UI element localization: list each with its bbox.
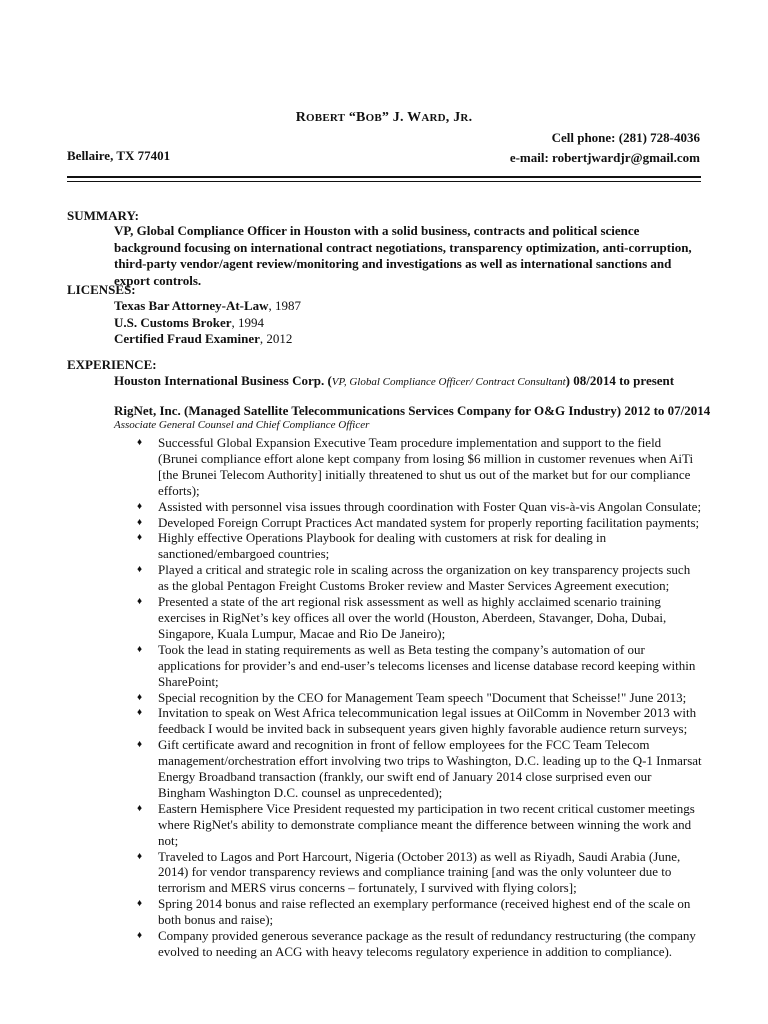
job1-line xyxy=(114,373,714,391)
diamond-bullet-icon: ♦ xyxy=(137,707,143,719)
list-item xyxy=(137,896,702,928)
license-year: , 2012 xyxy=(259,331,293,346)
license-name: Texas Bar Attorney-At-Law xyxy=(114,298,269,313)
name-part: ARD xyxy=(421,112,446,124)
header-rule-thick xyxy=(67,176,701,178)
license-item xyxy=(114,298,704,315)
location: Bellaire, TX 77401 xyxy=(67,148,171,163)
list-item xyxy=(137,642,702,690)
bullet-text: Special recognition by the CEO for Management Team speech "Document that Scheisse!" June 2013; xyxy=(158,689,687,705)
list-item xyxy=(137,530,702,562)
job2-company: RigNet, Inc. (Managed Satellite Telecommunications Services Company for O&G Industry) 2012 to 07/2014 xyxy=(114,403,711,418)
bullet-text: Successful Global Expansion Executive Team procedure implementation and support to the field (Brunei compliance effort alone kept company from losing $6 million in customer revenues when AiTi [the Brunei Telecom Authority] initially threatened to shut us out of the market but for our compliance efforts); xyxy=(158,435,694,498)
licenses-heading: LICENSES: xyxy=(67,282,136,297)
name-part: . xyxy=(468,110,473,125)
license-name: Certified Fraud Examiner xyxy=(114,331,260,346)
candidate-name xyxy=(0,110,768,126)
contact-block xyxy=(510,128,700,168)
diamond-bullet-icon: ♦ xyxy=(137,500,143,512)
bullet-text: Spring 2014 bonus and raise reflected an exemplary performance (received highest end of the scale on both bonus and raise); xyxy=(158,896,691,928)
bullet-text: Highly effective Operations Playbook for dealing with customers at risk for dealing in sanctioned/embargoed countries; xyxy=(158,530,607,562)
diamond-bullet-icon: ♦ xyxy=(137,691,143,703)
list-item xyxy=(137,737,702,801)
diamond-bullet-icon: ♦ xyxy=(137,643,143,655)
name-part: R xyxy=(295,110,307,125)
list-item xyxy=(137,499,702,515)
job1-company: Houston International Business Corp. ( xyxy=(114,373,332,388)
name-part: ” J. W xyxy=(381,110,422,125)
job1-title: VP, Global Compliance Officer/ Contract Consultant xyxy=(331,376,566,388)
header-rule-thin xyxy=(67,181,701,182)
name-part: “B xyxy=(345,110,366,125)
name-part: , J xyxy=(445,110,461,125)
bullet-text: Invitation to speak on West Africa telecommunication legal issues at OilComm in November 2013 with feedback I would be invited back in subsequent years given highly favorable audience return surveys; xyxy=(158,705,697,737)
diamond-bullet-icon: ♦ xyxy=(137,596,143,608)
list-item xyxy=(137,849,702,897)
job2-bullet-list xyxy=(137,435,702,960)
list-item xyxy=(137,562,702,594)
diamond-bullet-icon: ♦ xyxy=(137,437,143,448)
bullet-text: Assisted with personnel visa issues through coordination with Foster Quan vis-à-vis Angolan Consulate; xyxy=(158,498,702,514)
bullet-text: Gift certificate award and recognition in front of fellow employees for the FCC Team Telecom management/orchestration effort involving two trips to Washington, D.C. leading up to the Q-1 Inmarsat Energy Broadband transaction (frankly, our swift end of January 2014 close surprised even our Bingham Washington D.C. counsel as unprecedented); xyxy=(158,737,702,800)
phone-number: Cell phone: (281) 728-4036 xyxy=(551,130,700,145)
bullet-text: Developed Foreign Corrupt Practices Act mandated system for properly reporting facilitation payments; xyxy=(158,514,700,530)
bullet-text: Presented a state of the art regional risk assessment as well as highly acclaimed scenario training exercises in RigNet’s key offices all over the world (Houston, Aberdeen, Stavanger, Doha, Dubai, Singapore, Kuala Lumpur, Macae and Rio De Janeiro); xyxy=(158,594,667,641)
bullet-text: Eastern Hemisphere Vice President requested my participation in two recent critical customer meetings where RigNet's ability to demonstrate compliance meant the difference between winning the work and not; xyxy=(158,800,695,848)
job1-dates: ) 08/2014 to present xyxy=(565,373,675,388)
list-item xyxy=(137,594,702,642)
list-item xyxy=(137,705,702,737)
name-part: OB xyxy=(365,112,382,124)
job2-role: Associate General Counsel and Chief Compliance Officer xyxy=(114,419,370,431)
name-part: OBERT xyxy=(306,112,346,124)
diamond-bullet-icon: ♦ xyxy=(137,739,143,751)
experience-heading: EXPERIENCE: xyxy=(67,357,157,372)
license-name: U.S. Customs Broker xyxy=(114,314,232,330)
diamond-bullet-icon: ♦ xyxy=(137,898,143,910)
bullet-text: Played a critical and strategic role in scaling across the organization on key transparency projects such as the global Pentagon Freight Customs Broker review and Master Services Agreement execution; xyxy=(158,562,691,594)
list-item xyxy=(137,928,702,960)
license-year: , 1987 xyxy=(268,298,302,313)
license-year: , 1994 xyxy=(231,314,264,330)
email-address[interactable]: e-mail: robertjwardjr@gmail.com xyxy=(509,150,700,165)
diamond-bullet-icon: ♦ xyxy=(137,516,143,528)
list-item xyxy=(137,435,702,499)
license-item xyxy=(114,331,704,348)
diamond-bullet-icon: ♦ xyxy=(137,532,143,544)
diamond-bullet-icon: ♦ xyxy=(137,564,143,576)
diamond-bullet-icon: ♦ xyxy=(137,850,143,862)
list-item xyxy=(137,515,702,531)
summary-text: VP, Global Compliance Officer in Houston with a solid business, contracts and political science background focusing on international contract negotiations, transparency optimization, anti-corruption, third-party vendor/agent review/monitoring and investigations as well as international sanctions and export controls. xyxy=(114,223,692,288)
list-item xyxy=(137,690,702,706)
license-item xyxy=(114,315,704,332)
licenses-list xyxy=(114,298,704,348)
bullet-text: Took the lead in stating requirements as well as Beta testing the company’s automation of our applications for provider’s and end-user’s telecoms licenses and license database record keeping within SharePoint; xyxy=(158,641,696,689)
list-item xyxy=(137,801,702,849)
diamond-bullet-icon: ♦ xyxy=(137,802,143,814)
bullet-text: Traveled to Lagos and Port Harcourt, Nigeria (October 2013) as well as Riyadh, Saudi Arabia (June, 2014) for vendor transparency reviews and compliance training [and was the only volunteer due to terrorism and MERS virus concerns – fortunately, I survived with flying colors]; xyxy=(158,848,681,896)
summary-heading: SUMMARY: xyxy=(67,208,140,223)
diamond-bullet-icon: ♦ xyxy=(137,930,143,942)
name-part: R xyxy=(460,112,469,124)
bullet-text: Company provided generous severance package as the result of redundancy restructuring (the company evolved to needing an ACG with heavy telecoms regulatory experience in addition to compliance). xyxy=(158,928,696,959)
